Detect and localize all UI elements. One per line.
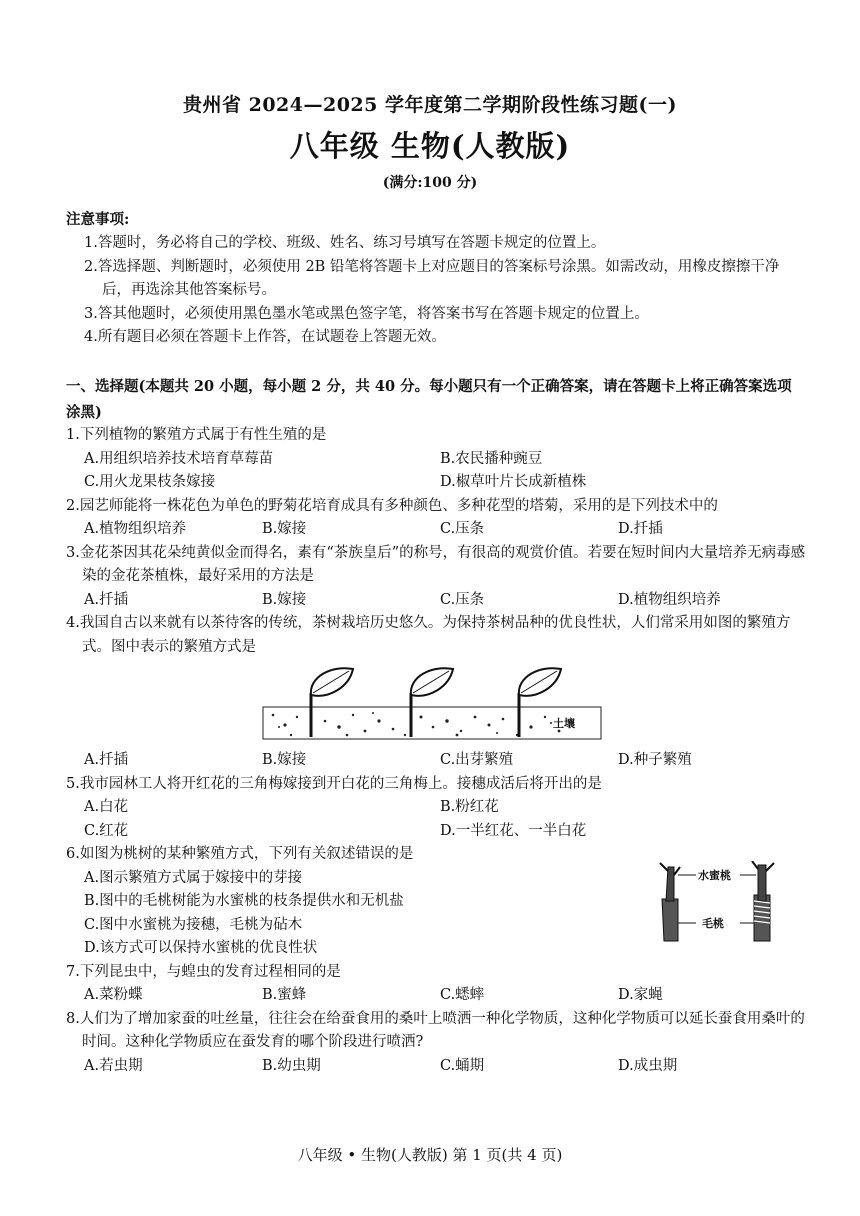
question-stem: 3.金花茶因其花朵纯黄似金而得名，素有“茶族皇后”的称号，有很高的观赏价值。若要在短时间内大量培养无病毒感染的金花茶植株，最好采用的方法是 [66,544,806,584]
notes-list [66,232,796,350]
question-stem: 4.我国自古以来就有以茶待客的传统，茶树栽培历史悠久。为保持茶树品种的优良性状，人们常采用如图的繁殖方式。图中表示的繁殖方式是 [66,615,791,655]
page-footer: 八年级 • 生物(人教版) 第 1 页(共 4 页) [297,1146,563,1164]
full-score: (满分:100 分) [382,175,478,191]
grafting-figure [656,861,786,943]
exam-title: 贵州省 2024—2025 学年度第二学期阶段性练习题(一) [183,94,677,116]
question-stem: 8.人们为了增加家蚕的吐丝量，往往会在给蚕食用的桑叶上喷洒一种化学物质，这种化学物质可以延长蚕食用桑叶的时间。这种化学物质应在蚕发育的哪个阶段进行喷洒? [66,1010,805,1050]
option: D.家蝇 [618,987,663,1003]
section-heading: 一、选择题(本题共 20 小题，每小题 2 分，共 40 分。每小题只有一个正确答案，请在答题卡上将正确答案选项涂黑) [66,378,792,421]
option: D.扦插 [618,521,663,537]
option-row [66,448,806,472]
cutting-figure [261,665,606,747]
exam-subject-title: 八年级 生物(人教版) [289,129,571,163]
option: C.图中水蜜桃为接穗，毛桃为砧木 [84,916,303,933]
option: D.成虫期 [618,1057,678,1074]
soil-label: 土壤 [553,717,575,730]
notes-title: 注意事项: [66,211,130,228]
option: D.种子繁殖 [618,752,692,768]
option-row [66,589,806,613]
option: B.嫁接 [262,752,307,768]
question-stem: 1.下列植物的繁殖方式属于有性生殖的是 [66,427,327,443]
option: A.菜粉蝶 [84,987,143,1003]
rootstock-label: 毛桃 [702,917,724,930]
option: A.图示繁殖方式属于嫁接中的芽接 [84,869,303,886]
option: B.图中的毛桃树能为水蜜桃的枝条提供水和无机盐 [84,893,404,909]
option: A.用组织培养技术培育草莓苗 [84,450,274,467]
option: A.植物组织培养 [84,521,187,537]
option: C.压条 [440,591,485,608]
option: C.红花 [84,822,129,839]
question-stem: 2.园艺师能将一株花色为单色的野菊花培育成具有多种颜色、多种花型的塔菊，采用的是下列技术中的 [66,497,718,514]
option: B.蜜蜂 [262,987,307,1003]
option: C.出芽繁殖 [440,752,514,768]
option: D.椒草叶片长成新植株 [440,474,587,490]
option-row [66,820,806,844]
option-row [66,749,806,773]
question-stem: 7.下列昆虫中，与蝗虫的发育过程相同的是 [66,963,341,980]
option: A.扦插 [84,752,129,768]
note-item: 1.答题时，务必将自己的学校、班级、姓名、练习号填写在答题卡规定的位置上。 [84,235,606,251]
option-row [66,796,806,820]
option-row [66,984,806,1008]
rootstock-right [752,861,774,941]
option-row [66,518,806,542]
question-stem: 6.如图为桃树的某种繁殖方式，下列有关叙述错误的是 [66,846,414,862]
option: A.白花 [84,799,129,815]
rootstock-left [660,863,680,941]
option: C.用火龙果枝条嫁接 [84,474,216,490]
question-stem: 5.我市园林工人将开红花的三角梅嫁接到开白花的三角梅上。接穗成活后将开出的是 [66,775,602,792]
option: B.粉红花 [440,799,499,815]
option: D.植物组织培养 [618,591,721,608]
option: A.扦插 [84,591,129,608]
option: A.若虫期 [84,1057,143,1074]
scion-label: 水蜜桃 [698,869,731,882]
note-item: 3.答其他题时，必须使用黑色墨水笔或黑色签字笔，将答案书写在答题卡规定的位置上。 [84,305,649,322]
option: C.压条 [440,521,485,537]
question-6-block [66,843,806,961]
option: C.蟋蟀 [440,987,485,1003]
note-item: 2.答选择题、判断题时，必须使用 2B 铅笔将答题卡上对应题目的答案标号涂黑。如需改动，用橡皮擦擦干净后，再选涂其他答案标号。 [84,258,780,298]
option-row [66,1055,806,1079]
note-item: 4.所有题目必须在答题卡上作答，在试题卷上答题无效。 [84,329,446,345]
option: B.农民播种豌豆 [440,450,543,467]
question-list [66,424,806,1078]
option: B.嫁接 [262,521,307,537]
option: D.一半红花、一半白花 [440,822,587,839]
option: B.嫁接 [262,591,307,608]
option: B.幼虫期 [262,1057,321,1074]
option: D.该方式可以保持水蜜桃的优良性状 [84,940,318,956]
option: C.蛹期 [440,1057,485,1074]
option-row [66,471,806,495]
